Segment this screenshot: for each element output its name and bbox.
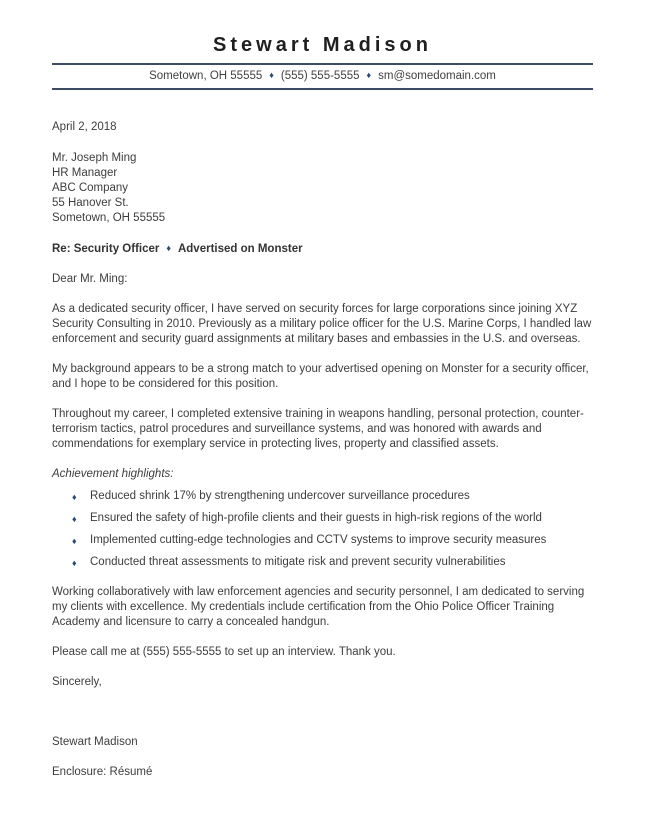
- letterhead-name: Stewart Madison: [213, 34, 432, 56]
- letterhead-contact-bar: [52, 63, 593, 90]
- paragraph: Throughout my career, I completed extensive training in weapons handling, personal protection, counter-terrorism tactics, patrol procedures and surveillance systems, and was honored with awards and commendations for exemplary service in protecting lives, property and classified assets.: [52, 408, 584, 450]
- achievement-text: Implemented cutting-edge technologies and CCTV systems to improve security measures: [90, 534, 547, 546]
- achievement-text: Conducted threat assessments to mitigate risk and prevent security vulnerabilities: [90, 556, 506, 568]
- paragraph: My background appears to be a strong match to your advertised opening on Monster for a security officer, and I hope to be considered for this position.: [52, 363, 589, 390]
- achievement-item: [52, 533, 593, 548]
- recipient-name: Mr. Joseph Ming: [52, 152, 137, 164]
- diamond-separator-icon: ♦: [366, 70, 372, 80]
- achievement-text: Reduced shrink 17% by strengthening undercover surveillance procedures: [90, 490, 470, 502]
- recipient-city: Sometown, OH 55555: [52, 212, 166, 224]
- contact-email: sm@somedomain.com: [378, 70, 496, 82]
- achievement-list: [52, 489, 593, 570]
- paragraph: Please call me at (555) 555-5555 to set up an interview. Thank you.: [52, 646, 396, 658]
- achievement-highlights-label: Achievement highlights:: [52, 468, 174, 480]
- diamond-bullet-icon: ♦: [72, 514, 77, 524]
- recipient-address-block: [52, 151, 593, 226]
- diamond-bullet-icon: ♦: [72, 536, 77, 546]
- diamond-bullet-icon: ♦: [72, 492, 77, 502]
- signature-name: Stewart Madison: [52, 736, 138, 748]
- paragraph: Working collaboratively with law enforcement agencies and security personnel, I am dedicated to serving my clients with excellence. My credentials include certification from the Ohio Police Officer Training Academy and licensure to carry a concealed handgun.: [52, 586, 585, 628]
- recipient-company: ABC Company: [52, 182, 129, 194]
- paragraph: As a dedicated security officer, I have served on security forces for large corporations since joining XYZ Security Consulting in 2010. Previously as a military police officer for the U.S. Marine Corps, I handled law enforcement and security guard assignments at military bases and embassies in the U.S. and overseas.: [52, 303, 592, 345]
- diamond-separator-icon: ♦: [269, 70, 274, 80]
- achievement-item: [52, 511, 593, 526]
- subject-position: Re: Security Officer: [52, 243, 160, 255]
- contact-location: Sometown, OH 55555: [149, 70, 263, 82]
- recipient-street: 55 Hanover St.: [52, 197, 129, 209]
- letterhead: [0, 0, 645, 90]
- diamond-bullet-icon: ♦: [72, 558, 77, 568]
- enclosure-note: Enclosure: Résumé: [52, 766, 153, 778]
- letter-body: [52, 120, 593, 780]
- subject-line: [52, 241, 593, 257]
- achievement-item: [52, 489, 593, 504]
- achievement-text: Ensured the safety of high-profile clients and their guests in high-risk regions of the world: [90, 512, 542, 524]
- achievement-item: [52, 555, 593, 570]
- valediction: Sincerely,: [52, 676, 102, 688]
- recipient-title: HR Manager: [52, 167, 118, 179]
- salutation: Dear Mr. Ming:: [52, 273, 128, 285]
- letter-date: April 2, 2018: [52, 121, 117, 133]
- contact-phone: (555) 555-5555: [280, 70, 360, 82]
- subject-source: Advertised on Monster: [177, 243, 303, 255]
- diamond-separator-icon: ♦: [166, 243, 171, 253]
